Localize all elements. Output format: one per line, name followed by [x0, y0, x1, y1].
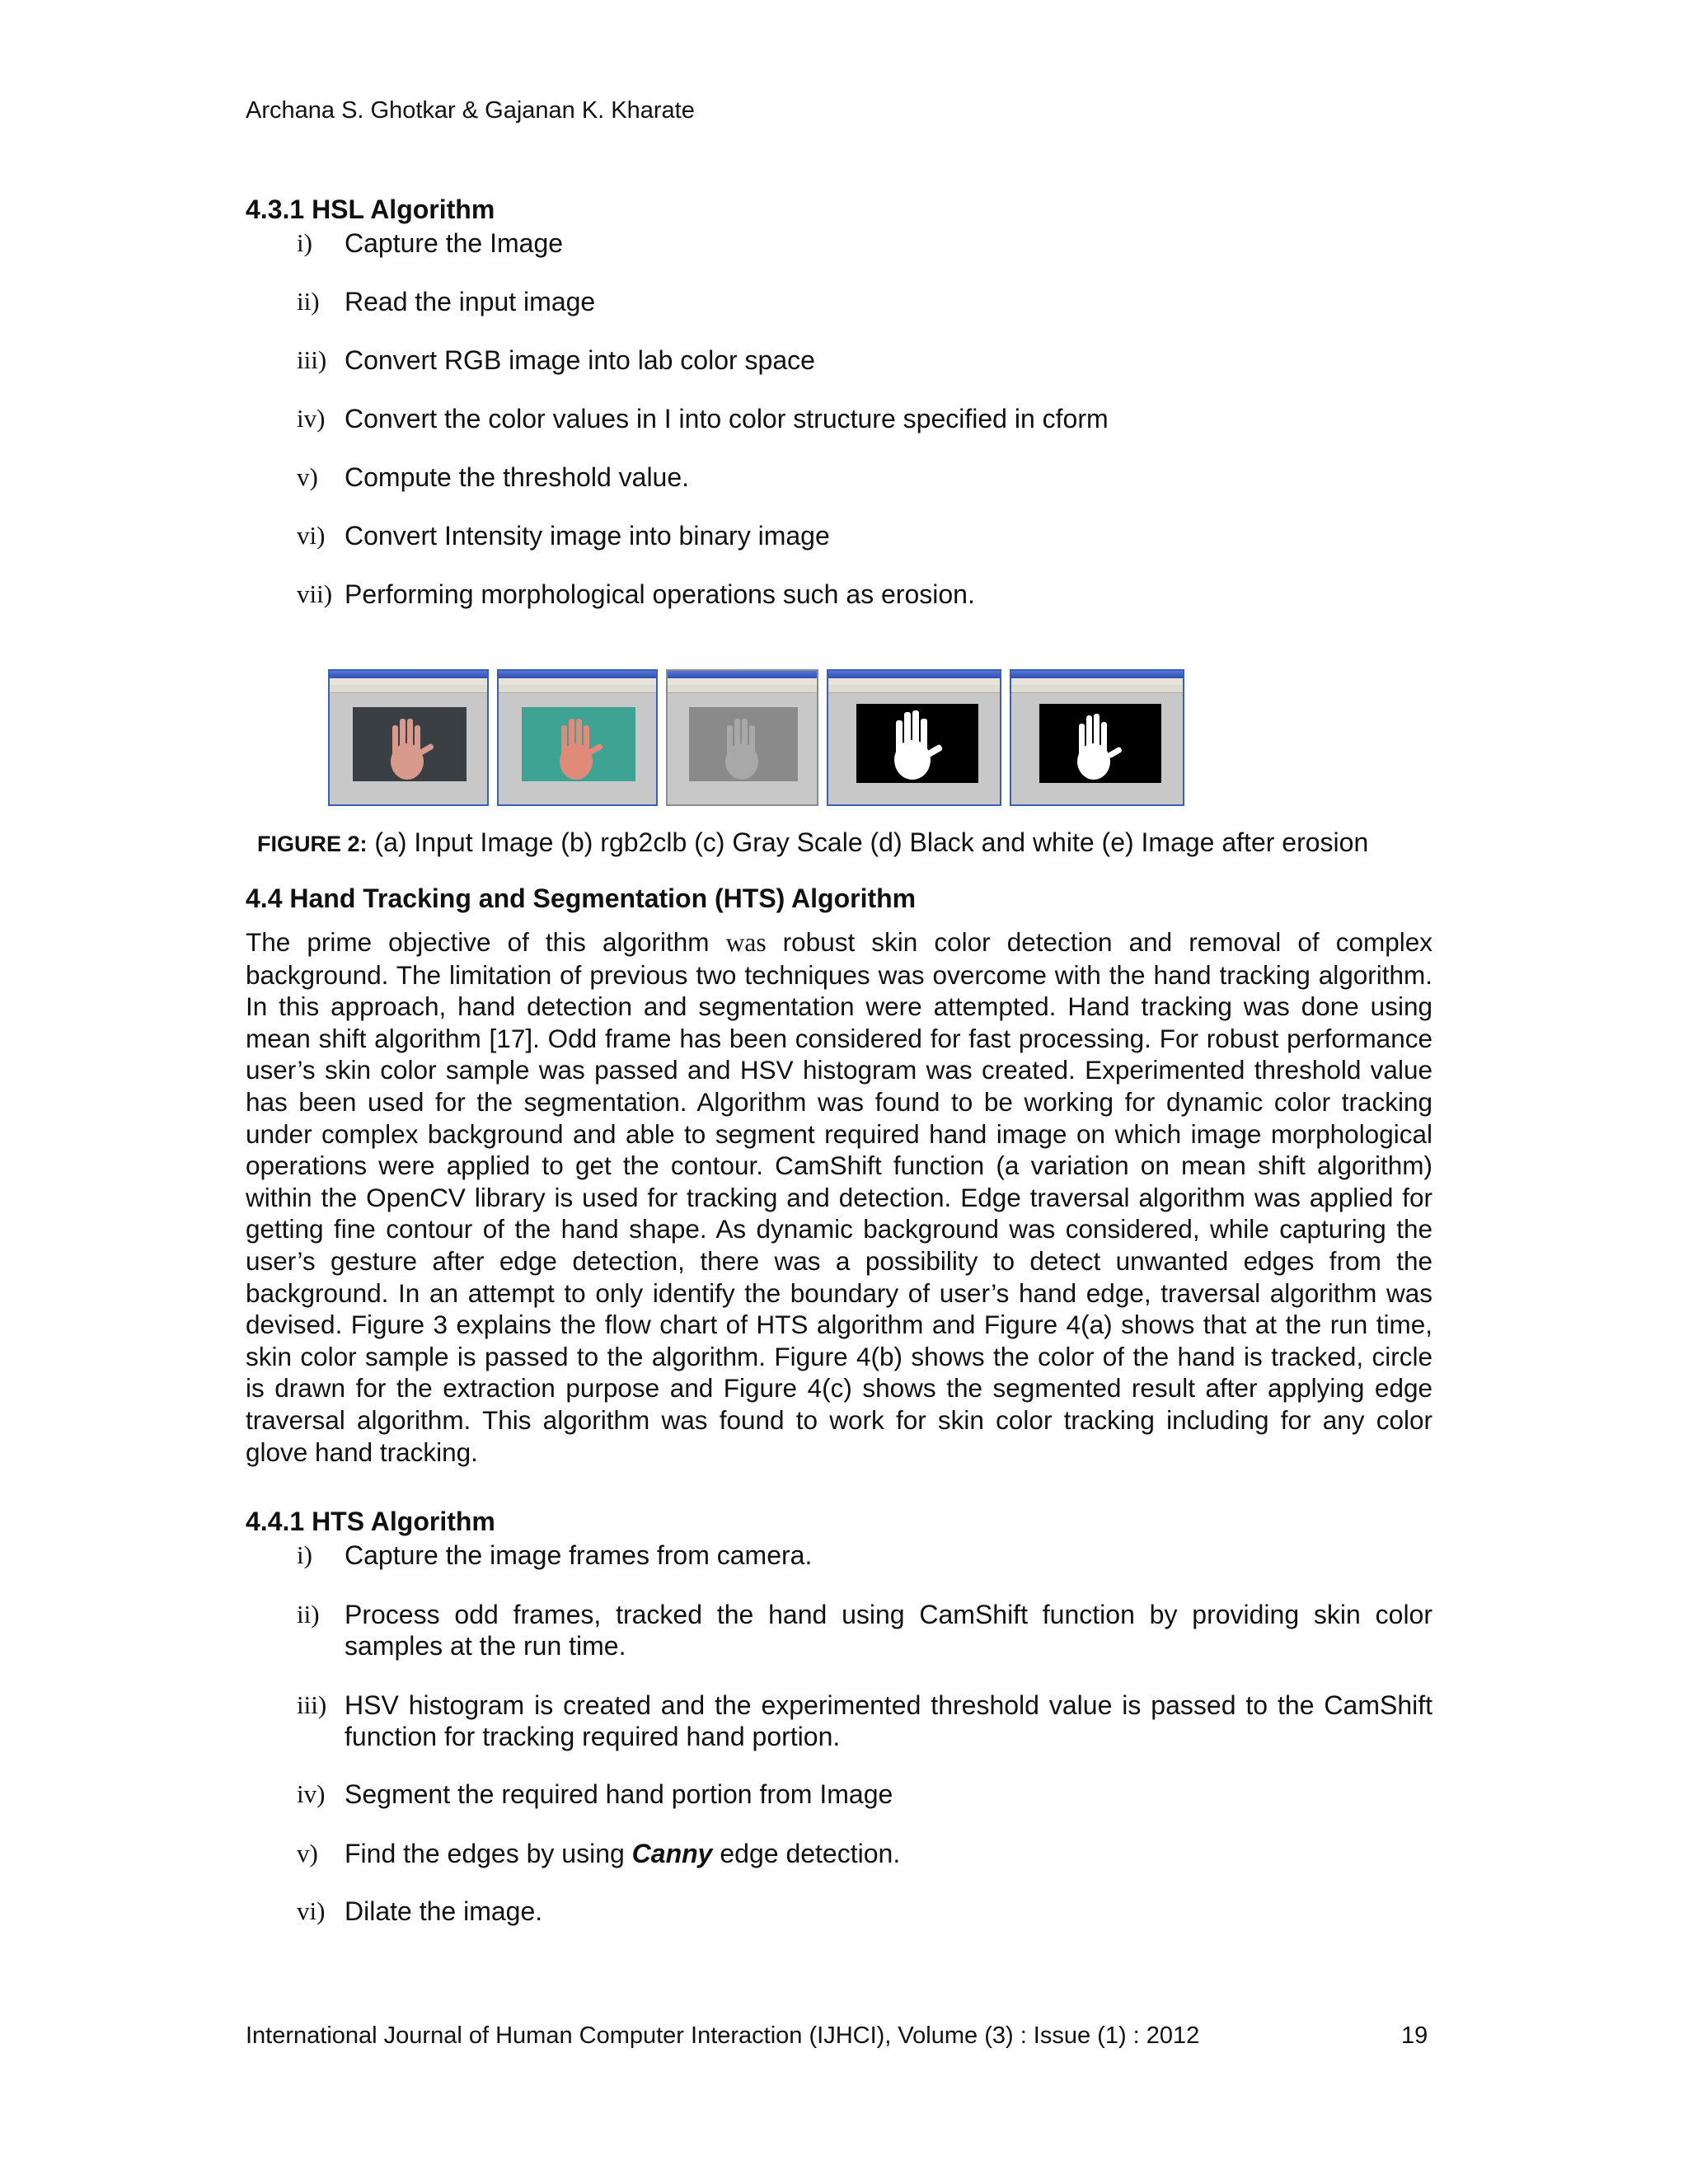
binary-hand-image [856, 704, 978, 783]
figure-panel-a [328, 669, 489, 806]
heading-hts-section: 4.4 Hand Tracking and Segmentation (HTS) Algorithm [246, 883, 917, 913]
window-titlebar [668, 671, 817, 678]
window-menubar [499, 678, 656, 685]
hand-photo [353, 707, 467, 781]
window-titlebar [1011, 671, 1183, 678]
heading-hts-algorithm: 4.4.1 HTS Algorithm [246, 1507, 495, 1536]
panel-plot-d [856, 704, 978, 783]
hand-shape [725, 719, 758, 780]
figure-panel-e [1010, 669, 1184, 806]
panel-plot-e [1039, 704, 1161, 783]
journal-footer: International Journal of Human Computer Interaction (IJHCI), Volume (3) : Issue (1) : 2012 [246, 2022, 1200, 2049]
window-toolbar [330, 685, 487, 693]
window-menubar [1011, 678, 1183, 685]
window-menubar [828, 678, 1000, 685]
panel-plot-b [522, 707, 635, 781]
running-head-authors: Archana S. Ghotkar & Gajanan K. Kharate [246, 97, 695, 124]
eroded-hand-image [1039, 704, 1161, 783]
heading-hsl-algorithm: 4.3.1 HSL Algorithm [246, 194, 495, 224]
window-toolbar [1011, 685, 1183, 693]
window-menubar [330, 678, 487, 685]
panel-plot-c [689, 707, 798, 781]
hts-body-paragraph: The prime objective of this algorithm was robust skin color detection and removal of complex background. The limitation of previous two techniques was overcome with the hand tracking algorithm. In this approach, hand detection and segmentation were attempted. Hand tracking was done using mean shift algorithm [17]. Odd frame has been considered for fast processing. For robust performance user’s skin color sample was passed and HSV histogram was created. Experimented threshold value has been used for the segmentation. Algorithm was found to be working for dynamic color tracking under complex background and able to segment required hand image on which image morphological operations were applied to get the contour. CamShift function (a variation on mean shift algorithm) within the OpenCV library is used for tracking and detection. Edge traversal algorithm was applied for getting fine contour of the hand shape. As dynamic background was considered, while capturing the user’s gesture after edge detection, there was a possibility to detect unwanted edges from the background. In an attempt to only identify the boundary of user’s hand edge, traversal algorithm was devised. Figure 3 explains the flow chart of HTS algorithm and Figure 4(a) shows that at the run time, skin color sample is passed to the algorithm. Figure 4(b) shows the color of the hand is tracked, circle is drawn for the extraction purpose and Figure 4(c) shows the segmented result after applying edge traversal algorithm. This algorithm was found to work for skin color tracking including for any color glove hand tracking. [246, 927, 1432, 1467]
hand-photo [522, 707, 635, 781]
window-titlebar [828, 671, 1000, 678]
figure-2-image-strip [328, 669, 1193, 809]
canny-emphasis: Canny [631, 1839, 713, 1868]
hand-photo [689, 707, 798, 781]
figure-panel-d [827, 669, 1001, 806]
window-toolbar [499, 685, 656, 693]
window-toolbar [668, 685, 817, 693]
figure-2-caption [257, 827, 1368, 858]
panel-plot-a [353, 707, 467, 781]
figure-caption-text: (a) Input Image (b) rgb2clb (c) Gray Scale (d) Black and white (e) Image after erosion [367, 827, 1369, 857]
window-menubar [668, 678, 817, 685]
page-number: 19 [1401, 2022, 1428, 2049]
window-toolbar [828, 685, 1000, 693]
figure-panel-b [497, 669, 658, 806]
window-titlebar [499, 671, 656, 678]
figure-panel-c [666, 669, 818, 806]
window-titlebar [330, 671, 487, 678]
figure-label: FIGURE 2: [257, 832, 368, 856]
